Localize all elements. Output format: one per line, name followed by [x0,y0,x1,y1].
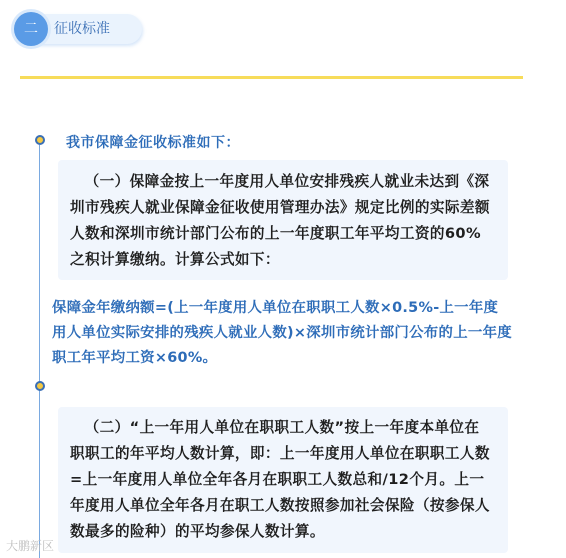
formula-text: 保障金年缴纳额=(上一年度用人单位在职职工人数×0.5%-上一年度用人单位实际安排的残疾人就业人数)×深圳市统计部门公布的上一年度职工年平均工资×60%。 [52,300,512,366]
watermark: 大鹏新区 [6,539,55,553]
paragraph-2: （二）“上一年用人单位在职职工人数”按上一年度本单位在职职工的年平均人数计算，即：上一年度用人单位在职职工人数=上一年度用人单位全年各月在职职工人数总和/12个月。上一年度用人单位全年各月在职工人数按照参加社会保险（按参保人数最多的险种）的平均参保人数计算。 [70,419,490,540]
timeline-dot-icon [35,381,45,391]
paragraph-card-1 [58,160,508,280]
timeline-dot-icon [35,135,45,145]
yellow-divider [20,76,523,79]
section-number-badge: 二 [14,12,48,46]
section-title: 征收标准 [54,21,110,37]
intro-heading: 我市保障金征收标准如下： [66,135,240,151]
paragraph-card-2 [58,407,508,553]
section-header [14,12,134,46]
paragraph-1: （一）保障金按上一年度用人单位安排残疾人就业未达到《深圳市残疾人就业保障金征收使用管理办法》规定比例的实际差额人数和深圳市统计部门公布的上一年度职工年平均工资的60%之积计算缴纳。计算公式如下： [70,173,490,268]
timeline-line [39,145,40,558]
